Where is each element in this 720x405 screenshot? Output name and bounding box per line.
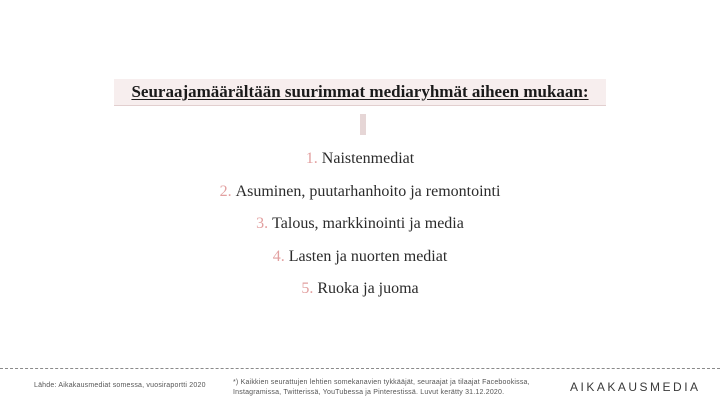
footer-note-line: *) Kaikkien seurattujen lehtien somekanavien tykkääjät, seuraajat ja tilaajat Facebookissa, [233, 379, 530, 386]
ranked-list [0, 143, 720, 306]
list-item-number: 4. [272, 247, 285, 265]
footer-note [233, 378, 553, 398]
list-item-label: Talous, markkinointi ja media [272, 215, 464, 232]
list-item [0, 241, 720, 274]
footer-source: Lähde: Aikakausmediat somessa, vuosiraportti 2020 [34, 382, 206, 389]
slide-heading: Seuraajamäärältään suurimmat mediaryhmät aiheen mukaan: [131, 82, 589, 101]
list-item-label: Lasten ja nuorten mediat [288, 247, 448, 265]
list-item [0, 208, 720, 241]
slide-heading-box [114, 79, 606, 106]
footer-divider [0, 368, 720, 369]
list-item-label: Asuminen, puutarhanhoito ja remontointi [235, 182, 501, 200]
list-item-label: Ruoka ja juoma [317, 280, 419, 297]
footer-note-line: Instagramissa, Twitterissä, YouTubessa ja Pinterestissä. Luvut kerätty 31.12.2020. [233, 389, 505, 396]
list-item-number: 1. [305, 150, 318, 167]
list-item [0, 273, 720, 306]
list-item-number: 2. [219, 182, 232, 200]
heading-divider [360, 114, 366, 135]
list-item-label: Naistenmediat [321, 150, 415, 167]
list-item [0, 143, 720, 176]
brand-logo: AIKAKAUSMEDIA [570, 380, 701, 394]
list-item-number: 3. [256, 215, 269, 232]
list-item-number: 5. [301, 280, 314, 297]
list-item [0, 176, 720, 209]
